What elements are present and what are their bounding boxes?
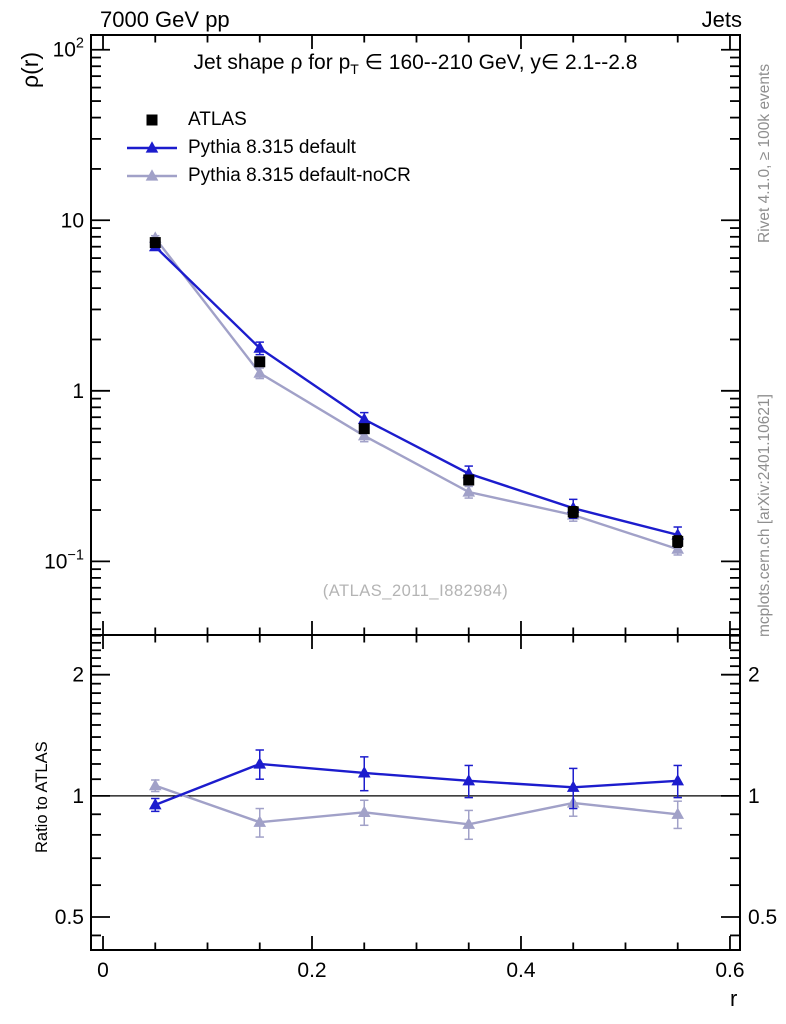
legend-label: Pythia 8.315 default-noCR <box>188 165 411 186</box>
plot-title-text: Jet shape ρ for p <box>193 51 351 74</box>
series-pythia-8-315-default <box>149 750 684 811</box>
plot-title <box>91 50 740 77</box>
analysis-id-watermark: (ATLAS_2011_I882984) <box>322 582 509 600</box>
legend-item-atlas <box>126 106 411 134</box>
plot-title-text-2: ∈ 160--210 GeV, y∈ 2.1--2.8 <box>358 51 638 74</box>
legend-item-pythia-8-315-default <box>126 134 411 162</box>
plot-title-subscript: T <box>350 61 359 77</box>
main-y-axis-title: ρ(r) <box>17 51 43 88</box>
triangle-line-marker-icon <box>126 137 178 159</box>
rivet-version-note: Rivet 4.1.0, ≥ 100k events <box>756 63 773 243</box>
legend <box>126 106 411 190</box>
legend-label: ATLAS <box>188 109 247 130</box>
series-atlas <box>150 237 683 547</box>
main-y-tick-label: 10 <box>60 209 84 233</box>
series-pythia-8-315-default-nocr <box>149 779 684 839</box>
mcplots-source-note: mcplots.cern.ch [arXiv:2401.10621] <box>756 394 773 637</box>
beam-energy-label: 7000 GeV pp <box>100 7 230 32</box>
triangle-line-marker-icon <box>126 165 178 187</box>
x-tick-label: 0.4 <box>506 959 536 982</box>
main-y-tick-label: $10^{-1}$ <box>44 547 84 574</box>
x-tick-label: 0.6 <box>715 959 745 982</box>
x-tick-label: 0 <box>97 959 109 982</box>
legend-item-pythia-8-315-default-nocr <box>126 162 411 190</box>
main-y-tick-label: $10^2$ <box>52 35 84 62</box>
analysis-group-label: Jets <box>701 7 742 32</box>
ratio-y-tick-label-right: 0.5 <box>748 906 778 930</box>
ratio-y-tick-label: 2 <box>72 663 84 687</box>
x-axis-title: r <box>730 986 738 1011</box>
ratio-y-tick-label: 0.5 <box>54 906 84 930</box>
ratio-y-tick-label: 1 <box>72 784 84 808</box>
ratio-y-axis-title: Ratio to ATLAS <box>33 741 51 853</box>
x-tick-label: 0.2 <box>297 959 327 982</box>
series-pythia-8-315-default-nocr <box>149 231 684 555</box>
legend-label: Pythia 8.315 default <box>188 137 356 158</box>
series-pythia-8-315-default <box>149 240 684 544</box>
square-marker-icon <box>126 109 178 131</box>
ratio-y-tick-label-right: 1 <box>748 784 760 808</box>
ratio-y-tick-label-right: 2 <box>748 663 760 687</box>
main-y-tick-label: 1 <box>72 379 84 403</box>
